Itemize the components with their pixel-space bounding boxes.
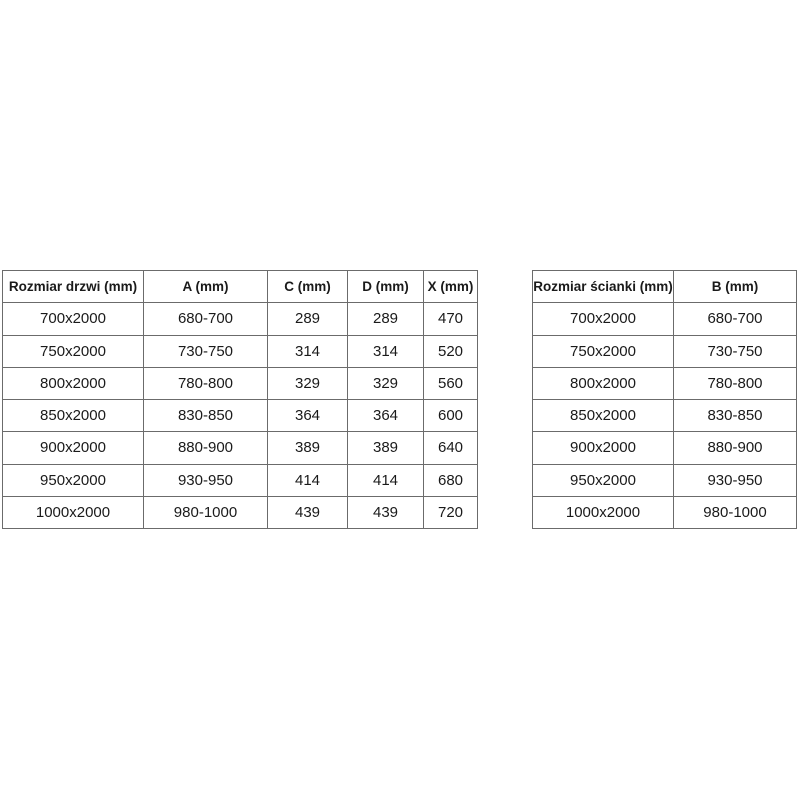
table-cell: 560: [424, 367, 478, 399]
wall-table-header-row: [533, 271, 797, 303]
table-cell: 850x2000: [3, 400, 144, 432]
table-cell: 414: [268, 464, 348, 496]
table-row: [3, 464, 478, 496]
table-row: [533, 400, 797, 432]
table-row: [3, 400, 478, 432]
table-cell: 730-750: [144, 335, 268, 367]
table-row: [533, 464, 797, 496]
table-cell: 680-700: [144, 303, 268, 335]
table-cell: 439: [348, 496, 424, 528]
table-cell: 364: [348, 400, 424, 432]
table-cell: 700x2000: [533, 303, 674, 335]
door-table-header-row: [3, 271, 478, 303]
table-cell: 930-950: [674, 464, 797, 496]
column-header-c: C (mm): [268, 271, 348, 303]
table-cell: 389: [348, 432, 424, 464]
table-row: [533, 496, 797, 528]
column-header-a: A (mm): [144, 271, 268, 303]
table-row: [3, 432, 478, 464]
wall-size-table: [532, 270, 797, 529]
table-cell: 950x2000: [533, 464, 674, 496]
table-cell: 900x2000: [533, 432, 674, 464]
table-cell: 830-850: [144, 400, 268, 432]
table-cell: 1000x2000: [3, 496, 144, 528]
table-cell: 439: [268, 496, 348, 528]
table-cell: 680: [424, 464, 478, 496]
table-cell: 680-700: [674, 303, 797, 335]
table-cell: 329: [348, 367, 424, 399]
table-cell: 900x2000: [3, 432, 144, 464]
table-cell: 329: [268, 367, 348, 399]
table-cell: 780-800: [674, 367, 797, 399]
table-cell: 800x2000: [533, 367, 674, 399]
table-cell: 640: [424, 432, 478, 464]
column-header-door-size: Rozmiar drzwi (mm): [3, 271, 144, 303]
table-cell: 800x2000: [3, 367, 144, 399]
table-cell: 780-800: [144, 367, 268, 399]
table-row: [3, 303, 478, 335]
table-cell: 700x2000: [3, 303, 144, 335]
table-row: [533, 335, 797, 367]
table-cell: 850x2000: [533, 400, 674, 432]
table-row: [533, 367, 797, 399]
table-row: [3, 335, 478, 367]
table-cell: 314: [268, 335, 348, 367]
table-cell: 1000x2000: [533, 496, 674, 528]
table-cell: 730-750: [674, 335, 797, 367]
table-cell: 289: [348, 303, 424, 335]
table-cell: 830-850: [674, 400, 797, 432]
table-row: [533, 432, 797, 464]
table-cell: 600: [424, 400, 478, 432]
table-cell: 980-1000: [674, 496, 797, 528]
table-cell: 980-1000: [144, 496, 268, 528]
column-header-wall-size: Rozmiar ścianki (mm): [533, 271, 674, 303]
column-header-b: B (mm): [674, 271, 797, 303]
door-size-table: [2, 270, 478, 529]
column-header-x: X (mm): [424, 271, 478, 303]
table-cell: 750x2000: [3, 335, 144, 367]
table-cell: 880-900: [144, 432, 268, 464]
table-cell: 470: [424, 303, 478, 335]
table-row: [533, 303, 797, 335]
table-cell: 750x2000: [533, 335, 674, 367]
table-cell: 720: [424, 496, 478, 528]
column-header-d: D (mm): [348, 271, 424, 303]
table-cell: 314: [348, 335, 424, 367]
table-cell: 950x2000: [3, 464, 144, 496]
table-cell: 880-900: [674, 432, 797, 464]
table-cell: 520: [424, 335, 478, 367]
table-cell: 414: [348, 464, 424, 496]
table-cell: 389: [268, 432, 348, 464]
table-cell: 289: [268, 303, 348, 335]
table-row: [3, 496, 478, 528]
table-row: [3, 367, 478, 399]
table-cell: 364: [268, 400, 348, 432]
table-cell: 930-950: [144, 464, 268, 496]
